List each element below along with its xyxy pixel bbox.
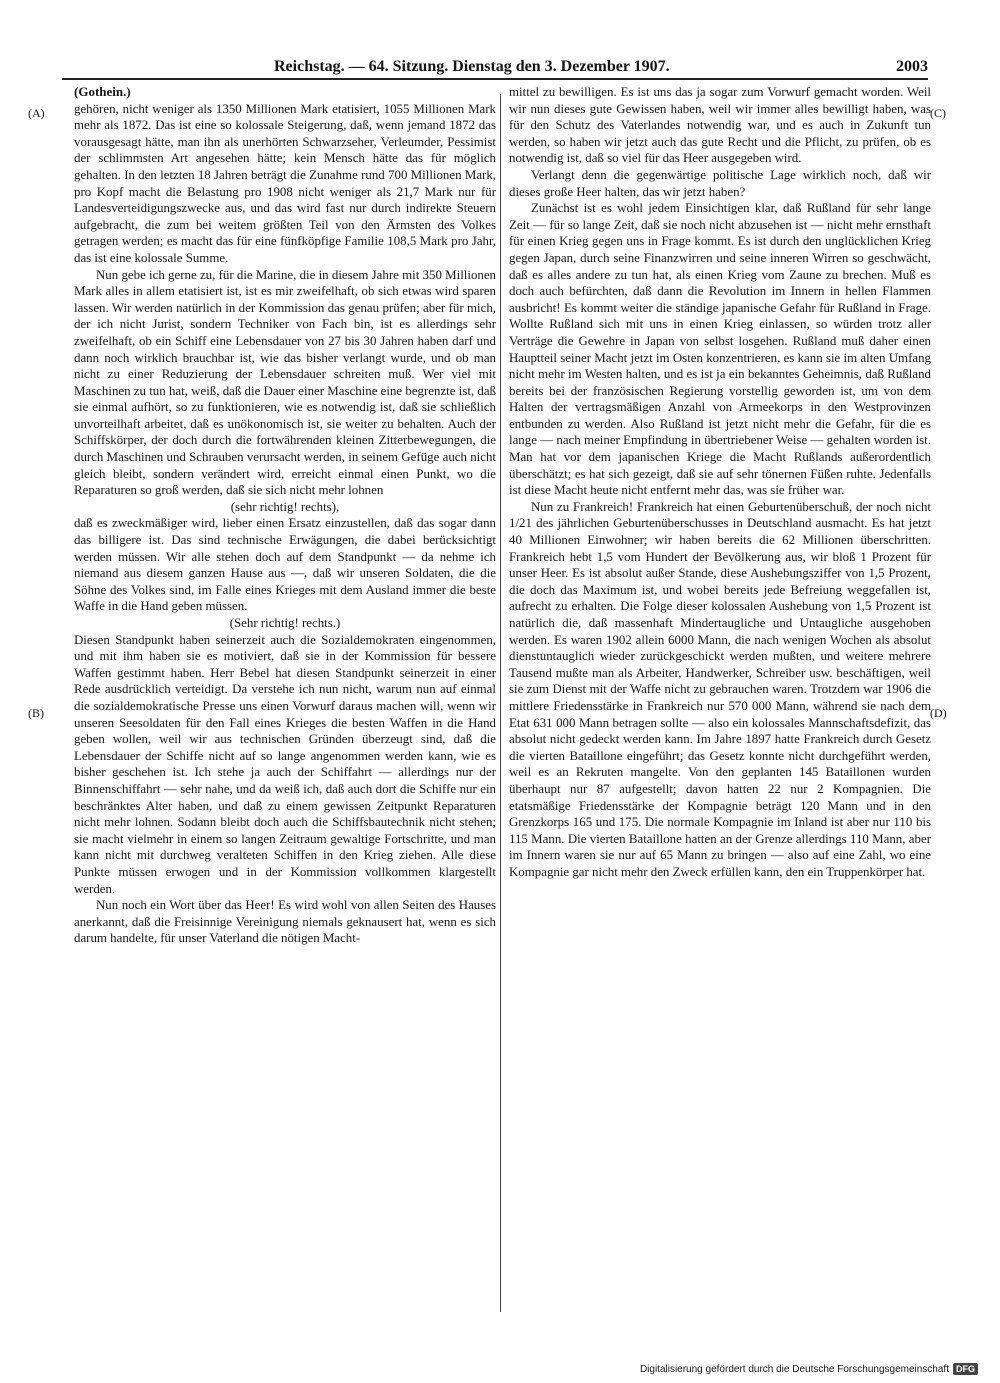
page-number: 2003 — [896, 58, 928, 75]
paragraph: Nun zu Frankreich! Frankreich hat einen Geburtenüberschuß, der noch nicht 1/21 des jährlichen Geburtenüberschusses in Deutschland ausmacht. Es hat jetzt 40 Millionen Einwohner; wir haben bereits die 62 Millionen überschritten. Frankreich hebt 1,5 vom Hundert der Bevölkerung aus, wir bloß 1 Prozent für unser Heer. Es ist absolut außer Stande, diese Aushebungsziffer von 1,5 Prozent, die doch das Maximum ist, und wobei bereits jede Befreiung weggefallen ist, aufrecht zu erhalten. Die Folge dieser kolossalen Aushebung von 1,5 Prozent ist natürlich die, daß massenhaft Mindertaugliche und Untaugliche ausgehoben werden. Es waren 1902 allein 6000 Mann, die nach wenigen Wochen als absolut dienstuntauglich wieder zurückgeschickt werden mußten, und weitere mehrere Tausend mußte man als Arbeiter, Handwerker, Schreiber usw. beschäftigen, weil sie zum Dienst mit der Waffe nicht zu gebrauchen waren. Trotzdem war 1906 die mittlere Friedensstärke in Frankreich nur 570 000 Mann, während sie nach dem Etat 631 000 Mann betragen sollte — also ein kolossales Mannschaftsdefizit, das absolut nicht gedeckt werden kann. Im Jahre 1897 hatte Frankreich durch Gesetz die vierten Bataillone eingeführt; das Gesetz konnte nicht durchgeführt werden, weil es an Rekruten mangelte. Von den geplanten 145 Bataillonen wurden überhaupt nur 87 aufgestellt; davon hatten 22 nur 2 Kompagnien. Die etatsmäßige Friedensstärke der Kompagnie beträgt 120 Mann und in den Grenzkorps 165 und 175. Die normale Kompagnie im Inland ist aber nur 110 bis 115 Mann. Die vierten Bataillone hatten an der Grenze allerdings 110 Mann, aber im Innern waren sie nur auf 65 Mann zu bringen — also auf eine Zahl, wo eine Kompagnie gar nicht mehr den Zweck erfüllen kann, den ein Truppenkörper hat. — [509, 499, 931, 879]
paragraph: mittel zu bewilligen. Es ist uns das ja sogar zum Vorwurf gemacht worden. Weil wir nun dieses gute Gewissen haben, weil wir immer alles bewilligt haben, was für den Schutz des Vaterlandes notwendig war, und es auch in Zukunft tun werden, so haben wir jetzt auch das gute Recht und die Pflicht, zu prüfen, ob es notwendig ist, daß so viel für das Heer ausgegeben wird. — [509, 85, 931, 166]
page-header — [62, 58, 928, 80]
left-column — [74, 84, 496, 947]
paragraph: Verlangt denn die gegenwärtige politische Lage wirklich noch, daß wir dieses große Heer halten, das wir jetzt haben? — [509, 167, 931, 199]
paragraph: Nun gebe ich gerne zu, für die Marine, die in diesem Jahre mit 350 Millionen Mark alles in allem etatisiert ist, ist es mir zweifelhaft, ob sich etwas wird sparen lassen. Wir werden natürlich in der Kommission das genau prüfen; aber für mich, der ich nicht Jurist, sondern Techniker von Fach bin, ist es allerdings sehr zweifelhaft, ob ein Schiff eine Lebensdauer von 27 bis 30 Jahren haben darf und dann noch wirklich brauchbar ist, wie das bisher verlangt wurde, und ob man nicht zu einer Reduzierung der Lebensdauer schreiten muß. Wer viel mit Maschinen zu tun hat, weiß, daß die Dauer einer Maschine eine begrenzte ist, daß sie einmal aufhört, so zu funktionieren, wie es notwendig ist, daß sie schließlich unvorteilhaft arbeitet, daß es unökonomisch ist, sie weiter zu behalten. Auch der Schiffskörper, der doch durch die fortwährenden kleinen Zitterbewegungen, die durch Maschinen und Schrauben verursacht werden, in seinem Gefüge auch nicht gleich bleibt, sondern verändert wird, erreicht einmal einen Punkt, wo die Reparaturen so groß werden, daß sie sich nicht mehr lohnen — [74, 267, 496, 498]
speaker-name: (Gothein.) — [74, 84, 131, 99]
margin-letter-d: (D) — [930, 706, 947, 720]
running-title: Reichstag. — 64. Sitzung. Dienstag den 3. Dezember 1907. — [274, 58, 670, 75]
paragraph: gehören, nicht weniger als 1350 Millionen Mark etatisiert, 1055 Millionen Mark mehr als 1872. Das ist eine so kolossale Steigerung, daß, wenn jemand 1872 das vorausgesagt hätte, man ihn als unerhörten Schwarzseher, Verleumder, Pessimist der schlimmsten Art angesehen hätte; kein Mensch hätte das für möglich gehalten. In den letzten 18 Jahren beträgt die Zunahme rund 700 Millionen Mark, pro Kopf macht die Belastung pro 1908 nicht weniger als 21,7 Mark nur für Landesverteidigungszwecke aus, und das wird fast nur durch indirekte Steuern aufgebracht, die zum bei weitem größten Teil von den Ärmsten des Volkes getragen werden; es macht das für eine fünfköpfige Familie 108,5 Mark pro Jahr, das ist eine kolossale Summe. — [74, 101, 496, 265]
paragraph: daß es zweckmäßiger wird, lieber einen Ersatz einzustellen, daß das sogar dann das billigere ist. Das sind technische Erwägungen, die dabei berücksichtigt werden müssen. Wir alle stehen doch auf dem Standpunkt — da nehme ich niemand aus diesem ganzen Hause aus —, daß wir unseren Soldaten, die die Söhne des Volkes sind, im Falle eines Krieges mit dem Ausland immer die beste Waffe in die Hand geben müssen. — [74, 516, 496, 614]
column-divider — [500, 94, 501, 1312]
paragraph: Diesen Standpunkt haben seinerzeit auch die Sozialdemokraten eingenommen, und mit ihm haben sie es motiviert, daß sie in der Kommission für bessere Waffen gestimmt haben. Herr Bebel hat diesen Standpunkt seinerzeit in einer Rede ausdrücklich verteidigt. Da verstehe ich nun nicht, warum nun auf einmal die sozialdemokratische Presse uns einen Vorwurf daraus machen will, wenn wir unseren Seesoldaten für den Fall eines Krieges die besten Waffen in die Hand geben wollen, weil wir aus technischen Gründen überzeugt sind, daß die Lebensdauer der Schiffe nicht auf so lange angenommen werden kann, wie es bisher geschehen ist. Ich stehe ja auch der Schiffahrt — allerdings nur der Binnenschiffahrt — sehr nahe, und da weiß ich, daß auch dort die Schiffe nur ein beschränktes Alter haben, und daß zu einem gewissen Zeitpunkt Reparaturen nicht mehr lohnen. Sodann bleibt doch auch die Schiffsbautechnik nicht stehen; sie macht vielmehr in einem so langen Zeitraum gewaltige Fortschritte, und man kann nicht mit durchweg veralteten Schiffen in den Krieg ziehen. Alle diese Punkte müssen erwogen und in der Kommission vollkommen klargestellt werden. — [74, 632, 496, 896]
footer-credit: Digitalisierung gefördert durch die Deutsche Forschungsgemeinschaft — [639, 1363, 949, 1375]
margin-letter-b: (B) — [28, 706, 44, 720]
margin-letter-a: (A) — [28, 106, 45, 120]
dfg-logo: DFG — [953, 1363, 978, 1375]
interjection: (sehr richtig! rechts), — [230, 499, 340, 514]
paragraph: Zunächst ist es wohl jedem Einsichtigen klar, daß Rußland für sehr lange Zeit — für so lange Zeit, daß sie noch nicht abzusehen ist — nicht mehr ernsthaft für einen Krieg gegen uns in Frage kommt. Es ist durch den unglücklichen Krieg gegen Japan, durch seine Finanzwirren und seine inneren Wirren so geschwächt, daß es alles andere zu tun hat, als einen Krieg vom Zaune zu brechen. Muß es doch auch befürchten, daß dann die Revolution im Innern in hellen Flammen ausbricht! Es kommt weiter die ständige japanische Gefahr für Rußland in Frage. Wollte Rußland sich mit uns in einen Krieg einlassen, so würden trotz aller Verträge die Gewehre in Japan von selbst losgehen. Rußland muß daher einen Hauptteil seiner Macht jetzt im Osten konzentrieren, es kann sie im alten Umfang nicht mehr im Westen halten, und es ist ja ein bekanntes Geheimnis, daß Rußland bereits bei der französischen Regierung vorstellig geworden ist, um von dem Halten der vertragsmäßigen Anzahl von Armeekorps in den Westprovinzen entbunden zu werden. Also Rußland ist jetzt nicht mehr die Gefahr, für die es lange — nach meiner Empfindung in übertriebener Weise — gehalten worden ist. Man hat vor dem japanischen Kriege die Macht Rußlands außerordentlich überschätzt; es hat sich gezeigt, daß sie auf sehr tönernen Füßen ruhte. Jedenfalls ist diese Macht heute nicht entfernt mehr das, was sie früher war. — [509, 201, 931, 498]
right-column — [509, 84, 931, 881]
interjection: (Sehr richtig! rechts.) — [229, 616, 341, 630]
footer — [640, 1363, 978, 1375]
margin-letter-c: (C) — [930, 106, 946, 120]
header-rule — [62, 78, 928, 80]
paragraph: Nun noch ein Wort über das Heer! Es wird wohl von allen Seiten des Hauses anerkannt, daß die Freisinnige Vereinigung niemals geknausert hat, wenn es sich darum handelte, für unser Vaterland die nötigen Macht- — [74, 898, 496, 946]
